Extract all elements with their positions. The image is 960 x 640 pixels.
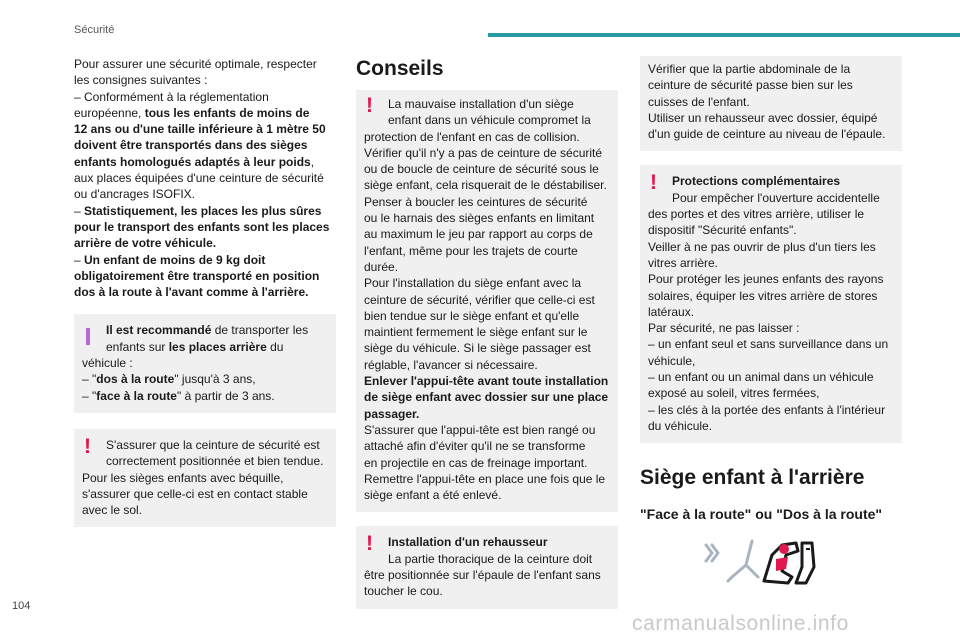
dash: – [74, 203, 85, 218]
intro-paragraph [74, 56, 336, 300]
text-line: ceinture de sécurité, vérifier que celle-ci est [364, 292, 595, 307]
text-line: cuisses de l'enfant. [648, 94, 750, 109]
text-line [74, 203, 336, 219]
text-line [74, 105, 336, 121]
text-line: – Conformément à la réglementation [74, 89, 269, 104]
warning-icon: ! [366, 532, 373, 556]
seat-icons [702, 537, 842, 587]
header-accent-bar [488, 33, 960, 37]
text-line: attaché afin d'éviter qu'il ne se transforme [364, 439, 586, 454]
warning-note [356, 90, 618, 512]
text-line: aux places équipées d'une ceinture de sécurité [74, 171, 324, 186]
dash: – [74, 252, 85, 267]
dash: – " [82, 388, 97, 403]
bold-run: dos à la route [96, 372, 175, 387]
text-line: siège enfant, cela risquerait de le déstabiliser. [364, 178, 607, 193]
text-line: protection de l'enfant en cas de collision. [364, 129, 580, 144]
text-line: durée. [364, 259, 399, 274]
text-line: correctement positionnée et bien tendue. [106, 454, 324, 469]
watermark: carmanualsonline.info [632, 612, 849, 635]
text-line [74, 154, 336, 170]
bold-run: Statistiquement, les places les plus sûres [84, 203, 322, 218]
section-title-conseils: Conseils [356, 57, 444, 80]
bold-line: de siège enfant avec dossier sur une place [364, 390, 609, 405]
text-line: du véhicule. [648, 418, 713, 433]
text-line: Pour l'installation du siège enfant avec la [364, 276, 582, 291]
text-line: Par sécurité, ne pas laisser : [648, 321, 800, 336]
text-line: Pour assurer une sécurité optimale, respecter [74, 57, 317, 71]
bold-line: pour le transport des enfants sont les places [74, 219, 330, 234]
warning-icon: ! [366, 94, 373, 117]
note-continuation [640, 56, 902, 151]
bold-line: passager. [364, 406, 420, 421]
text-line: des portes et des vitres arrière, utiliser le [648, 207, 865, 222]
list-item [82, 371, 328, 387]
text-run: européenne, [74, 105, 145, 120]
text-run: du [266, 339, 284, 354]
text-line: latéraux. [648, 304, 695, 319]
text-line: être positionnée sur l'épaule de l'enfant sans [364, 568, 601, 583]
text-line: réglable, l'avancer si nécessaire. [364, 357, 538, 372]
bold-line: Enlever l'appui-tête avant toute installation [364, 374, 609, 389]
text-line: La partie thoracique de la ceinture doit [388, 551, 593, 566]
warning-note [640, 165, 902, 443]
bold-line: 12 ans ou d'une taille inférieure à 1 mètre 50 [74, 122, 326, 137]
text-line: – un enfant ou un animal dans un véhicule [648, 370, 874, 385]
text-line: en projectile en cas de freinage important. [364, 455, 588, 470]
note-title: Protections complémentaires [672, 174, 841, 189]
text-line: Vérifier que la partie abdominale de la [648, 62, 851, 76]
text-line: Pour protéger les jeunes enfants des rayons [648, 272, 884, 287]
text-line [82, 322, 328, 338]
text-run: " à partir de 3 ans. [176, 388, 275, 403]
text-line: Remettre l'appui-tête en place une fois que le [364, 471, 606, 486]
text-line: Pour empêcher l'ouverture accidentelle [672, 190, 880, 205]
bold-line: obligatoirement être transporté en position [74, 268, 320, 283]
header-section: Sécurité [74, 24, 115, 36]
bold-line: doivent être transportés dans des sièges [74, 138, 308, 153]
text-line: d'un guide de ceinture au niveau de l'épaule. [648, 127, 886, 142]
text-line: ou de boucle de ceinture de sécurité sous le [364, 162, 599, 177]
text-line: s'assurer que celle-ci est en contact stable [82, 486, 308, 501]
text-line: dispositif "Sécurité enfants". [648, 223, 797, 238]
text-line: Veiller à ne pas ouvrir de plus d'un tiers les [648, 239, 876, 254]
text-run: enfants sur [106, 339, 169, 354]
text-line: – les clés à la portée des enfants à l'intérieur [648, 402, 886, 417]
text-line: avec le sol. [82, 503, 143, 518]
text-line: l'enfant, même pour les trajets de courte [364, 243, 578, 258]
text-run: de transporter les [211, 323, 309, 338]
text-line [82, 339, 328, 355]
text-line: véhicule, [648, 353, 696, 368]
bold-run: les places arrière [168, 339, 267, 354]
text-run: " jusqu'à 3 ans, [174, 372, 256, 387]
text-line: Pour les sièges enfants avec béquille, [82, 470, 284, 485]
bold-run: face à la route [96, 388, 177, 403]
text-line [74, 252, 336, 268]
text-line: – un enfant seul et sans surveillance dans un [648, 337, 889, 352]
text-line: toucher le cou. [364, 584, 443, 599]
text-line: S'assurer que la ceinture de sécurité est [106, 437, 320, 452]
text-line: les consignes suivantes : [74, 73, 208, 88]
text-line: solaires, équiper les vitres arrière de stores [648, 288, 878, 303]
warning-icon: ! [650, 171, 657, 195]
text-line: siège du véhicule. Si le siège passager est [364, 341, 591, 356]
section-title-rear-seat: Siège enfant à l'arrière [640, 466, 865, 490]
warning-icon: ! [84, 434, 91, 458]
text-line: ou le harnais des sièges enfants en limitant [364, 211, 595, 226]
bold-line: dos à la route à l'avant comme à l'arrière. [74, 285, 309, 300]
text-line: Penser à boucler les ceintures de sécurité [364, 194, 588, 209]
warning-note [74, 429, 336, 527]
text-line: Utiliser un rehausseur avec dossier, équipé [648, 110, 878, 125]
column-right [640, 56, 902, 587]
info-icon [86, 328, 90, 345]
text-line: siège enfant a été enlevé. [364, 488, 502, 503]
section-subtitle: "Face à la route" ou "Dos à la route" [640, 506, 883, 523]
bold-run: Il est recommandé [106, 323, 212, 338]
bold-run: Un enfant de moins de 9 kg doit [84, 252, 266, 267]
text-line: La mauvaise installation d'un siège [388, 97, 574, 111]
text-line: vitres arrière. [648, 255, 719, 270]
dash: – " [82, 372, 97, 387]
note-title: Installation d'un rehausseur [388, 535, 548, 550]
text-line: Vérifier qu'il n'y a pas de ceinture de sécurité [364, 145, 603, 160]
page-number: 104 [12, 600, 31, 612]
text-line: S'assurer que l'appui-tête est bien rangé ou [364, 422, 596, 437]
text-line: ceinture de sécurité passe bien sur les [648, 78, 853, 93]
text-line: maintient fermement le siège enfant sur le [364, 325, 588, 340]
text-line: exposé au soleil, vitres fermées, [648, 386, 820, 401]
text-run: , [310, 154, 315, 169]
bold-run: tous les enfants de moins de [144, 105, 310, 120]
text-line: au maximum le jeu par rapport au corps de [364, 227, 593, 242]
text-line: véhicule : [82, 356, 133, 371]
bold-line: arrière de votre véhicule. [74, 236, 217, 251]
warning-note [356, 526, 618, 608]
text-line: ou d'ancrages ISOFIX. [74, 187, 196, 202]
text-line: enfant dans un véhicule compromet la [388, 113, 591, 128]
column-middle [356, 56, 618, 609]
child-seat-occupied-icon [764, 543, 814, 583]
list-item [82, 388, 328, 404]
rear-seat-empty-icon [706, 541, 758, 581]
column-left [74, 56, 336, 527]
info-note [74, 314, 336, 412]
text-line: bien tendue sur le siège enfant et qu'elle [364, 308, 580, 323]
bold-run: enfants homologués adaptés à leur poids [74, 154, 311, 169]
